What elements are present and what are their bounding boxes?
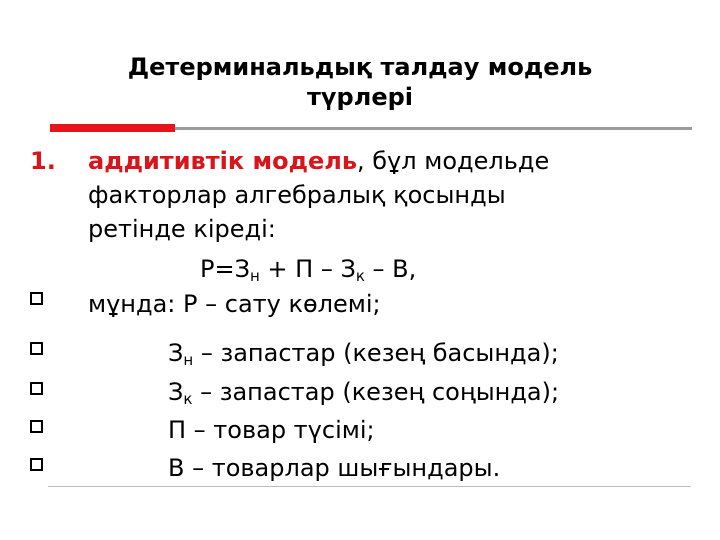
bullet-line-2 — [168, 336, 559, 370]
bullet-2-text: – запастар (кезең басында); — [193, 339, 559, 367]
bullet-2-symbol: З — [168, 339, 184, 367]
item-1-line-3: ретінде кіреді: — [88, 215, 276, 243]
bullet-1-text: мұнда: Р – сату көлемі; — [88, 290, 381, 318]
bullet-line-3 — [168, 375, 559, 409]
formula-sub-2: к — [355, 267, 365, 285]
item-1-heading: аддитивтік модель — [88, 147, 357, 175]
bullet-3-text: – запастар (кезең соңында); — [192, 378, 560, 406]
bullet-4-text: П – товар түсімі; — [168, 416, 375, 444]
hollow-square-icon — [30, 342, 43, 355]
formula-sub-1: н — [249, 267, 260, 285]
bottom-divider — [48, 486, 691, 487]
item-1-line-1 — [88, 144, 549, 178]
item-1-line-2: факторлар алгебралық қосынды — [88, 181, 506, 209]
title-line-2: түрлері — [307, 83, 413, 111]
hollow-square-icon — [30, 382, 43, 395]
bullet-line-4 — [168, 413, 375, 447]
title-line-1: Детерминальдық талдау модель — [127, 53, 593, 81]
item-number: 1. — [30, 147, 56, 175]
item-1-rest: , бұл модельде — [357, 147, 550, 175]
bullet-line-1 — [88, 287, 381, 321]
hollow-square-icon — [30, 420, 43, 433]
formula-part-3: – В, — [364, 255, 417, 283]
bullet-5-text: В – товарлар шығындары. — [168, 454, 501, 482]
formula — [200, 252, 416, 286]
hollow-square-icon — [30, 458, 43, 471]
formula-part-2: + П – З — [259, 255, 356, 283]
bullet-3-symbol: З — [168, 378, 184, 406]
bullet-2-sub: н — [183, 351, 194, 369]
formula-part-1: Р=З — [200, 255, 250, 283]
bullet-line-5 — [168, 451, 500, 485]
bullet-3-sub: к — [183, 390, 193, 408]
slide-title — [40, 52, 680, 112]
title-underline-accent — [50, 124, 175, 132]
hollow-square-icon — [30, 292, 43, 305]
title-underline — [175, 127, 692, 130]
